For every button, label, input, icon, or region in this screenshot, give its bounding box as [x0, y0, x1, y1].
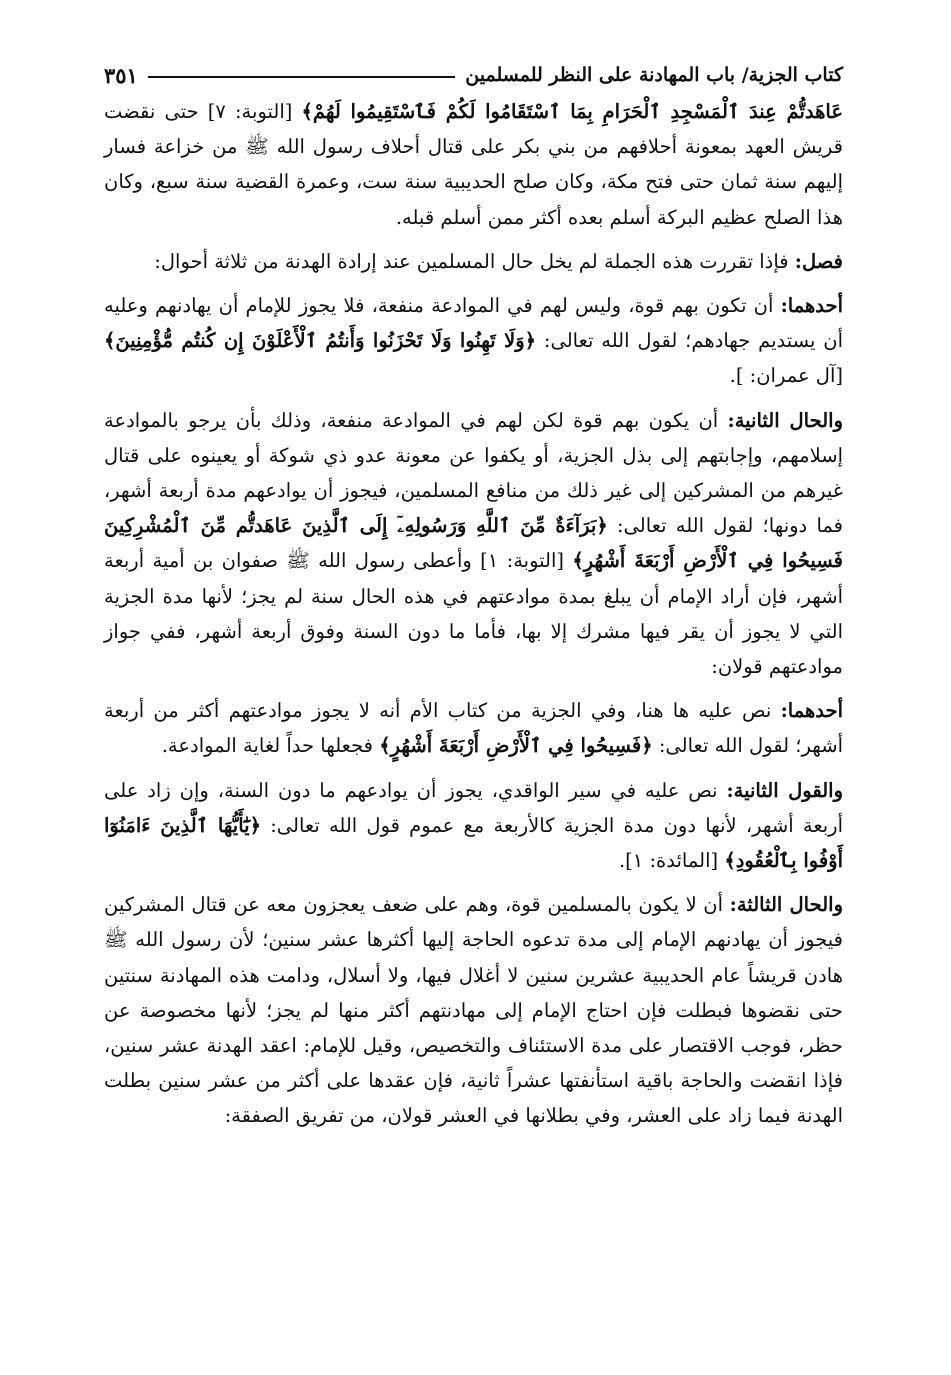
paragraph-text: [التوبة: ١] وأعطى رسول الله ﷺ صفوان بن أمية أربعة أشهر، فإن أراد الإمام أن يبلغ بمدة موادعتهم في هذه الحال سنة لم يجز؛ لأنها مدة الجزية التي لا يجوز أن يقر فيها مشرك إلا بها، فأما ما دون السنة وفوق أربعة أشهر، ففي جواز موادعتهم قولان:	[104, 549, 843, 679]
paragraph	[104, 887, 843, 1133]
paragraph-lead: والقول الثانية:	[726, 778, 843, 802]
paragraph	[104, 773, 843, 879]
paragraph-text: [المائدة: ١].	[618, 849, 725, 873]
quran-quote: ﴿فَسِيحُوا فِي ٱلْأَرْضِ أَرْبَعَةَ أَشْهُرٍ﴾	[379, 734, 653, 758]
paragraph-lead: أحدهما:	[780, 294, 843, 318]
paragraph-text: أن تكون بهم قوة، وليس لهم في الموادعة منفعة، فلا يجوز للإمام أن يهادنهم وعليه أن يستديم جهادهم؛ لقول الله تعالى:	[104, 294, 843, 353]
paragraph-lead: فصل:	[794, 249, 843, 273]
paragraph	[104, 403, 843, 685]
paragraph	[104, 244, 843, 279]
paragraph-text: فجعلها حداً لغاية الموادعة.	[161, 734, 380, 758]
paragraph-text: أن يكون بهم قوة لكن لهم في الموادعة منفعة، وذلك بأن يرجو بالموادعة إسلامهم، وإجابتهم إلى بذل الجزية، أو يكفوا عن معونة عدو ذي شوكة أو يعينوه على قتال غيرهم من المشركين إلى غير ذلك من منافع المسلمين، فيجوز أن يوادعهم مدة أربعة أشهر، فما دونها؛ لقول الله تعالى:	[104, 408, 843, 538]
paragraph-text: نص عليه ها هنا، وفي الجزية من كتاب الأم أنه لا يجوز موادعتهم أكثر من أربعة أشهر؛ لقول الله تعالى:	[104, 699, 843, 758]
paragraph-lead: والحال الثانية:	[727, 408, 843, 432]
chapter-title: كتاب الجزية/ باب المهادنة على النظر للمسلمين	[465, 64, 843, 86]
paragraph-text: نص عليه في سير الواقدي، يجوز أن يوادعهم ما دون السنة، وإن زاد على أربعة أشهر، لأنها دون مدة الجزية كالأربعة مع عموم قول الله تعالى:	[104, 778, 843, 837]
paragraph-lead: أحدهما:	[780, 699, 843, 723]
running-header	[104, 60, 843, 90]
paragraph	[104, 693, 843, 763]
paragraph	[104, 288, 843, 394]
page-number: ٣٥١	[104, 62, 138, 88]
header-rule	[148, 76, 455, 78]
body-text	[104, 94, 843, 1134]
quran-quote: عَاهَدتُّمْ عِندَ ٱلْمَسْجِدِ ٱلْحَرَامِ بِمَا ٱسْتَقَامُوا لَكُمْ فَٱسْتَقِيمُوا لَهُمْ﴾	[301, 100, 843, 123]
paragraph	[104, 94, 843, 235]
quran-quote: ﴿يَٰٓأَيُّهَا ٱلَّذِينَ ءَامَنُوٓا أَوْفُوا بِٱلْعُقُودِ﴾	[104, 813, 843, 873]
paragraph-text: [التوبة: ٧] حتى نقضت قريش العهد بمعونة أحلافهم من بني بكر على قتال أحلاف رسول الله ﷺ من خزاعة فسار إليهم سنة ثمان حتى فتح مكة، وكان صلح الحديبية سنة ست، وعمرة القضية سنة سبع، وكان هذا الصلح عظيم البركة أسلم بعده أكثر ممن أسلم قبله.	[104, 100, 843, 229]
paragraph-lead: والحال الثالثة:	[729, 893, 843, 917]
paragraph-text: فإذا تقررت هذه الجملة لم يخل حال المسلمين عند إرادة الهدنة من ثلاثة أحوال:	[154, 249, 795, 273]
paragraph-text: أن لا يكون بالمسلمين قوة، وهم على ضعف يعجزون معه عن قتال المشركين فيجوز أن يهادنهم الإمام إلى مدة تدعوه الحاجة إليها أكثرها عشر سنين؛ لأن رسول الله ﷺ هادن قريشاً عام الحديبية عشرين سنين لا أغلال فيها، ولا أسلال، ودامت هذه المهادنة سنتين حتى نقضوها فبطلت فإن احتاج الإمام إلى مهادنتهم أكثر منها لم يجز؛ لأنها مخصوصة عن حظر، فوجب الاقتصار على مدة الاستئناف والتخصيص، وقيل للإمام: اعقد الهدنة عشر سنين، فإذا انقضت والحاجة باقية استأنفتها عشراً ثانية، فإن عقدها على أكثر من عشر سنين بطلت الهدنة فيما زاد على العشر، وفي بطلانها في العشر قولان، من تفريق الصفقة:	[104, 893, 843, 1128]
paragraph-text: [آل عمران: ].	[729, 364, 843, 388]
quran-quote: ﴿وَلَا تَهِنُوا وَلَا تَحْزَنُوا وَأَنتُمُ ٱلْأَعْلَوْنَ إِن كُنتُم مُّؤْمِنِينَ﴾	[104, 329, 537, 353]
quran-quote: ﴿بَرَآءَةٌ مِّنَ ٱللَّهِ وَرَسُولِهِۦٓ إِلَى ٱلَّذِينَ عَاهَدتُّم مِّنَ ٱلْمُشْرِكِينَ فَسِيحُوا فِي ٱلْأَرْضِ أَرْبَعَةَ أَشْهُرٍ﴾	[104, 514, 843, 573]
